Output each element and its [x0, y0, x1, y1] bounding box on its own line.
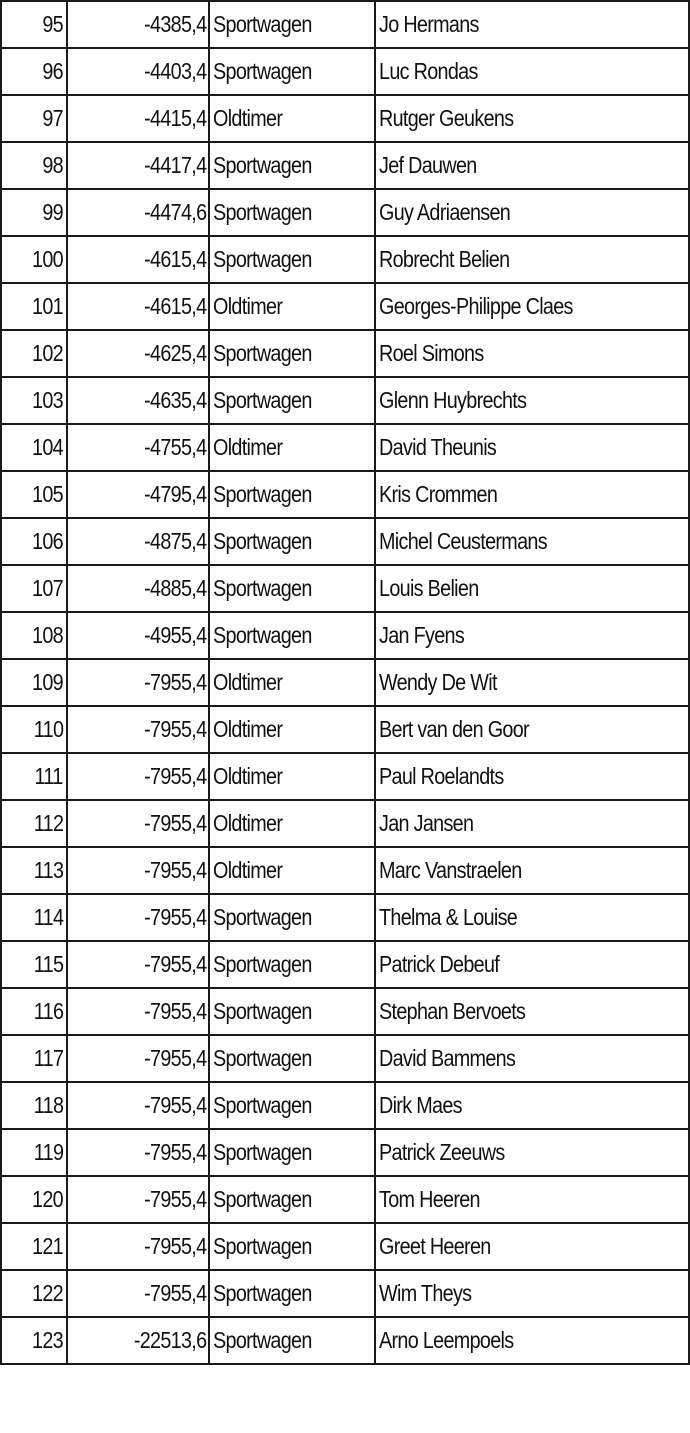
score-cell-text: -7955,4 [143, 669, 206, 695]
category-cell [209, 1129, 375, 1176]
participant-name-cell [375, 95, 689, 142]
table-row [1, 1270, 689, 1317]
rank-cell-text: 106 [32, 528, 63, 554]
participant-name-cell [375, 1082, 689, 1129]
participant-name-cell-text: Jo Hermans [379, 11, 479, 37]
rank-cell [1, 894, 67, 941]
rank-cell [1, 236, 67, 283]
participant-name-cell-text: Rutger Geukens [379, 105, 514, 131]
rank-cell [1, 377, 67, 424]
score-cell-text: -4885,4 [143, 575, 206, 601]
rank-cell [1, 565, 67, 612]
rank-cell-text: 110 [33, 716, 63, 742]
rank-cell [1, 48, 67, 95]
category-cell [209, 1035, 375, 1082]
category-cell-text: Sportwagen [213, 387, 312, 413]
participant-name-cell-text: Glenn Huybrechts [379, 387, 527, 413]
category-cell-text: Oldtimer [213, 293, 283, 319]
participant-name-cell-text: Paul Roelandts [379, 763, 504, 789]
score-cell [67, 95, 209, 142]
participant-name-cell [375, 565, 689, 612]
rank-cell-text: 123 [32, 1327, 63, 1353]
rank-cell [1, 612, 67, 659]
score-cell [67, 941, 209, 988]
table-row [1, 48, 689, 95]
category-cell-text: Sportwagen [213, 1327, 312, 1353]
participant-name-cell-text: Guy Adriaensen [379, 199, 511, 225]
table-row [1, 1176, 689, 1223]
rank-cell [1, 518, 67, 565]
participant-name-cell [375, 1129, 689, 1176]
category-cell-text: Sportwagen [213, 575, 312, 601]
score-cell-text: -7955,4 [143, 1280, 206, 1306]
score-cell [67, 471, 209, 518]
participant-name-cell-text: Louis Belien [379, 575, 479, 601]
category-cell-text: Sportwagen [213, 1186, 312, 1212]
score-cell-text: -4415,4 [143, 105, 206, 131]
score-cell-text: -4615,4 [143, 246, 206, 272]
category-cell [209, 894, 375, 941]
score-cell-text: -7955,4 [143, 763, 206, 789]
rank-cell-text: 98 [42, 152, 63, 178]
score-cell-text: -7955,4 [143, 716, 206, 742]
rank-cell [1, 753, 67, 800]
participant-name-cell-text: David Theunis [379, 434, 497, 460]
participant-name-cell [375, 659, 689, 706]
table-row [1, 518, 689, 565]
participant-name-cell [375, 1317, 689, 1364]
category-cell [209, 1, 375, 48]
participant-name-cell [375, 142, 689, 189]
rank-cell-text: 105 [32, 481, 63, 507]
participant-name-cell-text: David Bammens [379, 1045, 516, 1071]
participant-name-cell-text: Jan Jansen [379, 810, 474, 836]
category-cell [209, 612, 375, 659]
score-cell-text: -4795,4 [143, 481, 206, 507]
participant-name-cell-text: Marc Vanstraelen [379, 857, 522, 883]
category-cell [209, 95, 375, 142]
participant-name-cell [375, 1223, 689, 1270]
rank-cell-text: 96 [42, 58, 63, 84]
participant-name-cell [375, 1270, 689, 1317]
rank-cell [1, 424, 67, 471]
category-cell [209, 330, 375, 377]
rank-cell [1, 1317, 67, 1364]
participant-name-cell [375, 1176, 689, 1223]
participant-name-cell [375, 471, 689, 518]
participant-name-cell-text: Patrick Zeeuws [379, 1139, 505, 1165]
table-row [1, 988, 689, 1035]
category-cell-text: Oldtimer [213, 105, 283, 131]
participant-name-cell [375, 753, 689, 800]
table-row [1, 471, 689, 518]
category-cell [209, 1176, 375, 1223]
rank-cell [1, 95, 67, 142]
score-cell [67, 1, 209, 48]
rank-cell [1, 330, 67, 377]
category-cell-text: Oldtimer [213, 716, 283, 742]
rank-cell [1, 1129, 67, 1176]
table-row [1, 1082, 689, 1129]
participant-name-cell-text: Wendy De Wit [379, 669, 497, 695]
participant-name-cell [375, 236, 689, 283]
category-cell-text: Sportwagen [213, 951, 312, 977]
category-cell [209, 565, 375, 612]
score-cell [67, 189, 209, 236]
table-row [1, 424, 689, 471]
category-cell [209, 518, 375, 565]
rank-cell-text: 115 [33, 951, 63, 977]
category-cell-text: Oldtimer [213, 434, 283, 460]
rank-cell [1, 1176, 67, 1223]
table-row [1, 142, 689, 189]
category-cell [209, 142, 375, 189]
score-cell [67, 424, 209, 471]
rank-cell-text: 104 [32, 434, 63, 460]
rank-cell-text: 111 [34, 763, 63, 789]
category-cell-text: Sportwagen [213, 246, 312, 272]
category-cell-text: Sportwagen [213, 11, 312, 37]
score-cell [67, 1035, 209, 1082]
results-table-body [1, 1, 689, 1364]
participant-name-cell-text: Robrecht Belien [379, 246, 510, 272]
table-row [1, 612, 689, 659]
participant-name-cell-text: Georges-Philippe Claes [379, 293, 573, 319]
score-cell-text: -4403,4 [143, 58, 206, 84]
score-cell [67, 612, 209, 659]
rank-cell-text: 121 [32, 1233, 63, 1259]
score-cell [67, 377, 209, 424]
score-cell [67, 988, 209, 1035]
participant-name-cell [375, 847, 689, 894]
participant-name-cell-text: Wim Theys [379, 1280, 472, 1306]
category-cell [209, 1317, 375, 1364]
score-cell-text: -7955,4 [143, 951, 206, 977]
score-cell-text: -4875,4 [143, 528, 206, 554]
rank-cell [1, 1082, 67, 1129]
category-cell-text: Sportwagen [213, 998, 312, 1024]
category-cell-text: Oldtimer [213, 810, 283, 836]
score-cell [67, 1176, 209, 1223]
rank-cell-text: 109 [32, 669, 63, 695]
category-cell-text: Sportwagen [213, 622, 312, 648]
rank-cell-text: 95 [42, 11, 63, 37]
rank-cell-text: 99 [42, 199, 63, 225]
table-row [1, 565, 689, 612]
score-cell-text: -7955,4 [143, 1139, 206, 1165]
participant-name-cell-text: Jan Fyens [379, 622, 465, 648]
category-cell [209, 377, 375, 424]
rank-cell-text: 102 [32, 340, 63, 366]
score-cell [67, 1082, 209, 1129]
score-cell [67, 1223, 209, 1270]
table-row [1, 1223, 689, 1270]
table-row [1, 800, 689, 847]
participant-name-cell [375, 894, 689, 941]
participant-name-cell [375, 377, 689, 424]
participant-name-cell-text: Roel Simons [379, 340, 484, 366]
score-cell [67, 1317, 209, 1364]
table-row [1, 1317, 689, 1364]
score-cell [67, 565, 209, 612]
score-cell-text: -4955,4 [143, 622, 206, 648]
category-cell-text: Oldtimer [213, 669, 283, 695]
table-row [1, 1129, 689, 1176]
category-cell-text: Sportwagen [213, 1139, 312, 1165]
participant-name-cell [375, 48, 689, 95]
category-cell [209, 941, 375, 988]
score-cell-text: -7955,4 [143, 1186, 206, 1212]
participant-name-cell [375, 424, 689, 471]
score-cell-text: -7955,4 [143, 857, 206, 883]
participant-name-cell-text: Thelma & Louise [379, 904, 518, 930]
table-row [1, 236, 689, 283]
table-row [1, 189, 689, 236]
category-cell-text: Sportwagen [213, 1233, 312, 1259]
category-cell [209, 48, 375, 95]
category-cell [209, 1270, 375, 1317]
table-row [1, 941, 689, 988]
participant-name-cell-text: Luc Rondas [379, 58, 478, 84]
participant-name-cell [375, 189, 689, 236]
participant-name-cell [375, 1035, 689, 1082]
score-cell-text: -4625,4 [143, 340, 206, 366]
score-cell-text: -7955,4 [143, 810, 206, 836]
rank-cell [1, 142, 67, 189]
score-cell [67, 659, 209, 706]
score-cell [67, 283, 209, 330]
score-cell-text: -7955,4 [143, 1092, 206, 1118]
rank-cell-text: 100 [32, 246, 63, 272]
rank-cell-text: 97 [42, 105, 63, 131]
participant-name-cell-text: Tom Heeren [379, 1186, 480, 1212]
category-cell-text: Sportwagen [213, 904, 312, 930]
rank-cell [1, 1270, 67, 1317]
score-cell [67, 330, 209, 377]
rank-cell-text: 116 [33, 998, 63, 1024]
score-cell-text: -4615,4 [143, 293, 206, 319]
rank-cell-text: 108 [32, 622, 63, 648]
rank-cell [1, 847, 67, 894]
rank-cell-text: 113 [33, 857, 63, 883]
rank-cell-text: 101 [32, 293, 63, 319]
participant-name-cell [375, 612, 689, 659]
table-row [1, 894, 689, 941]
category-cell [209, 847, 375, 894]
score-cell [67, 236, 209, 283]
rank-cell [1, 800, 67, 847]
category-cell [209, 283, 375, 330]
category-cell-text: Sportwagen [213, 340, 312, 366]
category-cell-text: Oldtimer [213, 857, 283, 883]
participant-name-cell-text: Arno Leempoels [379, 1327, 514, 1353]
category-cell [209, 800, 375, 847]
table-row [1, 753, 689, 800]
score-cell-text: -4474,6 [143, 199, 206, 225]
participant-name-cell-text: Patrick Debeuf [379, 951, 500, 977]
category-cell-text: Sportwagen [213, 58, 312, 84]
rank-cell-text: 122 [32, 1280, 63, 1306]
score-cell [67, 706, 209, 753]
rank-cell [1, 1, 67, 48]
score-cell-text: -7955,4 [143, 1233, 206, 1259]
participant-name-cell-text: Greet Heeren [379, 1233, 491, 1259]
category-cell [209, 988, 375, 1035]
score-cell [67, 894, 209, 941]
score-cell [67, 142, 209, 189]
category-cell [209, 189, 375, 236]
score-cell [67, 753, 209, 800]
rank-cell-text: 119 [33, 1139, 63, 1165]
participant-name-cell [375, 330, 689, 377]
participant-name-cell [375, 1, 689, 48]
rank-cell [1, 283, 67, 330]
rank-cell-text: 103 [32, 387, 63, 413]
table-row [1, 659, 689, 706]
participant-name-cell [375, 800, 689, 847]
table-row [1, 330, 689, 377]
table-row [1, 706, 689, 753]
rank-cell [1, 706, 67, 753]
score-cell [67, 800, 209, 847]
rank-cell-text: 117 [33, 1045, 63, 1071]
participant-name-cell [375, 283, 689, 330]
category-cell-text: Sportwagen [213, 481, 312, 507]
score-cell-text: -4417,4 [143, 152, 206, 178]
category-cell-text: Sportwagen [213, 1045, 312, 1071]
participant-name-cell-text: Bert van den Goor [379, 716, 529, 742]
category-cell [209, 753, 375, 800]
table-row [1, 1, 689, 48]
score-cell-text: -7955,4 [143, 904, 206, 930]
rank-cell [1, 988, 67, 1035]
score-cell-text: -4755,4 [143, 434, 206, 460]
score-cell-text: -7955,4 [143, 998, 206, 1024]
participant-name-cell [375, 706, 689, 753]
participant-name-cell [375, 518, 689, 565]
category-cell [209, 236, 375, 283]
category-cell-text: Sportwagen [213, 1092, 312, 1118]
rank-cell-text: 114 [33, 904, 63, 930]
participant-name-cell-text: Stephan Bervoets [379, 998, 526, 1024]
rank-cell [1, 941, 67, 988]
rank-cell-text: 112 [33, 810, 63, 836]
category-cell-text: Sportwagen [213, 199, 312, 225]
score-cell [67, 48, 209, 95]
rank-cell-text: 120 [32, 1186, 63, 1212]
rank-cell [1, 189, 67, 236]
rank-cell [1, 471, 67, 518]
score-cell [67, 1270, 209, 1317]
participant-name-cell [375, 988, 689, 1035]
participant-name-cell [375, 941, 689, 988]
score-cell-text: -4385,4 [143, 11, 206, 37]
table-row [1, 95, 689, 142]
category-cell [209, 1223, 375, 1270]
category-cell-text: Oldtimer [213, 763, 283, 789]
category-cell [209, 424, 375, 471]
score-cell [67, 847, 209, 894]
table-row [1, 283, 689, 330]
category-cell [209, 1082, 375, 1129]
table-row [1, 847, 689, 894]
category-cell-text: Sportwagen [213, 152, 312, 178]
participant-name-cell-text: Jef Dauwen [379, 152, 477, 178]
category-cell-text: Sportwagen [213, 1280, 312, 1306]
rank-cell [1, 1035, 67, 1082]
category-cell-text: Sportwagen [213, 528, 312, 554]
category-cell [209, 706, 375, 753]
participant-name-cell-text: Dirk Maes [379, 1092, 462, 1118]
score-cell-text: -7955,4 [143, 1045, 206, 1071]
score-cell [67, 1129, 209, 1176]
score-cell-text: -22513,6 [133, 1327, 206, 1353]
rank-cell-text: 107 [32, 575, 63, 601]
table-row [1, 377, 689, 424]
rank-cell-text: 118 [33, 1092, 63, 1118]
category-cell [209, 659, 375, 706]
score-cell-text: -4635,4 [143, 387, 206, 413]
table-row [1, 1035, 689, 1082]
category-cell [209, 471, 375, 518]
rank-cell [1, 1223, 67, 1270]
score-cell [67, 518, 209, 565]
participant-name-cell-text: Kris Crommen [379, 481, 498, 507]
rank-cell [1, 659, 67, 706]
participant-name-cell-text: Michel Ceustermans [379, 528, 547, 554]
